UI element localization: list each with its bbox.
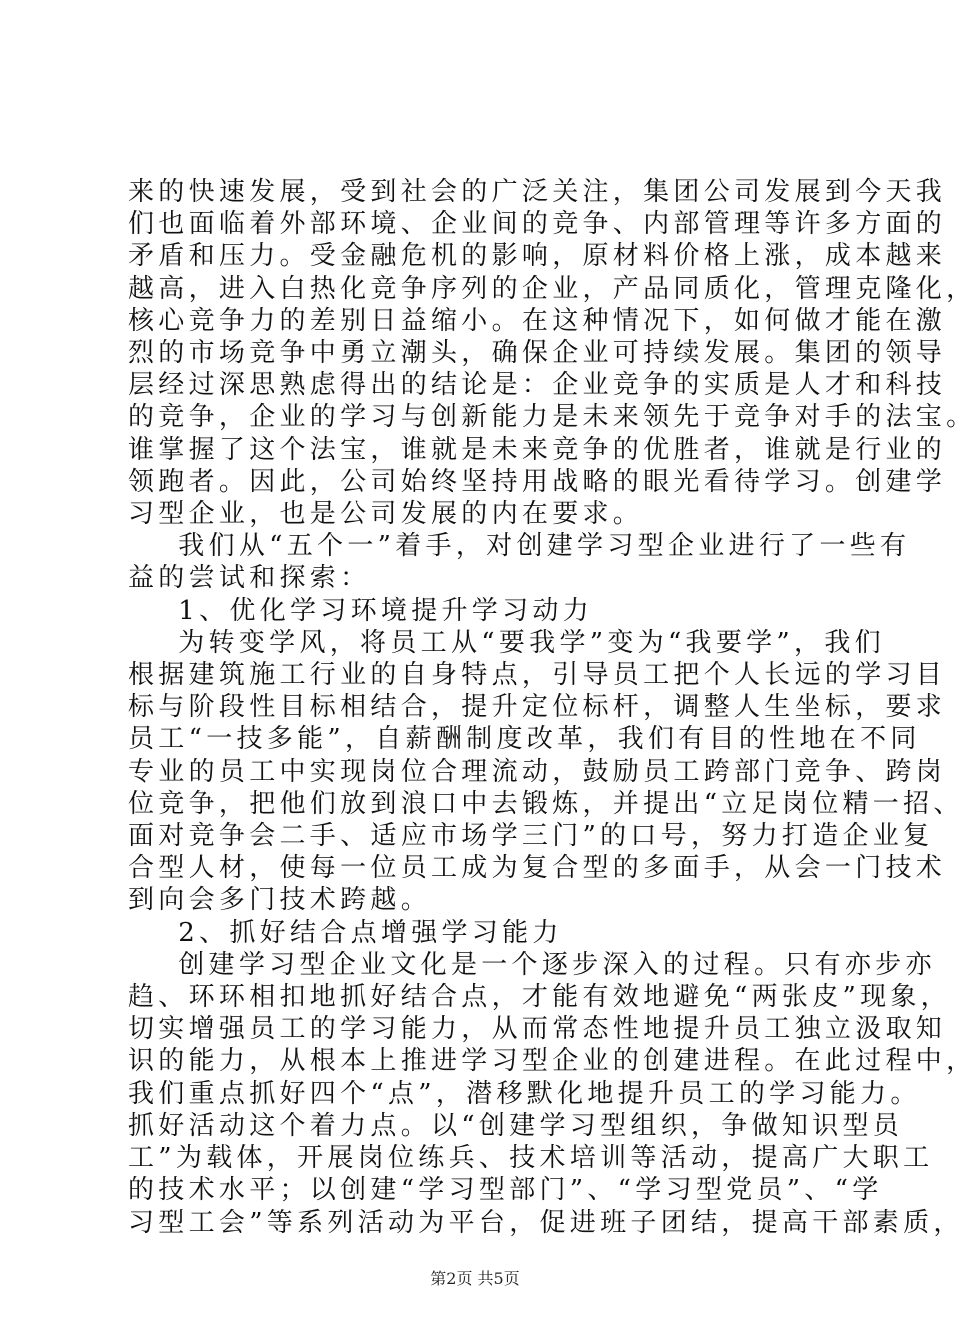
text-line: 切实增强员工的学习能力，从而常态性地提升员工独立汲取知 — [128, 1014, 947, 1045]
text-line: 1、优化学习环境提升学习动力 — [128, 595, 594, 626]
text-line: 根据建筑施工行业的自身特点，引导员工把个人长远的学习目 — [128, 660, 947, 691]
text-line: 矛盾和压力。受金融危机的影响，原材料价格上涨，成本越来 — [128, 241, 947, 272]
text-line: 到向会多门技术跨越。 — [128, 885, 432, 916]
text-line: 习型工会”等系列活动为平台，促进班子团结，提高干部素质， — [128, 1207, 964, 1238]
text-line: 面对竞争会二手、适应市场学三门”的口号，努力打造企业复 — [128, 821, 934, 852]
text-line: 层经过深思熟虑得出的结论是：企业竞争的实质是人才和科技 — [128, 370, 947, 401]
text-line: 员工“一技多能”，自薪酬制度改革，我们有目的性地在不同 — [128, 724, 921, 755]
page-footer: 第2页 共5页 — [430, 1269, 520, 1288]
text-line: 2、抓好结合点增强学习能力 — [128, 917, 563, 948]
text-line: 们也面临着外部环境、企业间的竞争、内部管理等许多方面的 — [128, 209, 947, 240]
text-line: 合型人材，使每一位员工成为复合型的多面手，从会一门技术 — [128, 853, 947, 884]
text-line: 工”为载体，开展岗位练兵、技术培训等活动，提高广大职工 — [128, 1143, 934, 1174]
text-line: 来的快速发展，受到社会的广泛关注，集团公司发展到今天我 — [128, 177, 947, 207]
body-text — [128, 176, 976, 1239]
text-line: 标与阶段性目标相结合，提升定位标杆，调整人生坐标，要求 — [128, 692, 947, 723]
text-line: 位竞争，把他们放到浪口中去锻炼，并提出“立足岗位精一招、 — [128, 788, 964, 819]
text-line: 我们重点抓好四个“点”，潜移默化地提升员工的学习能力。 — [128, 1078, 921, 1109]
text-line: 烈的市场竞争中勇立潮头，确保企业可持续发展。集团的领导 — [128, 338, 947, 369]
text-line: 习型企业，也是公司发展的内在要求。 — [128, 499, 644, 530]
text-line: 核心竞争力的差别日益缩小。在这种情况下，如何做才能在激 — [128, 305, 947, 336]
text-line: 的竞争，企业的学习与创新能力是未来领先于竞争对手的法宝。 — [128, 402, 976, 433]
text-line: 创建学习型企业文化是一个逐步深入的过程。只有亦步亦 — [128, 949, 936, 980]
text-line: 益的尝试和探索： — [128, 563, 371, 594]
text-line: 识的能力，从根本上推进学习型企业的创建进程。在此过程中， — [128, 1046, 976, 1077]
text-line: 专业的员工中实现岗位合理流动，鼓励员工跨部门竞争、跨岗 — [128, 756, 947, 787]
text-line: 的技术水平；以创建“学习型部门”、“学习型党员”、“学 — [128, 1175, 883, 1206]
text-line: 领跑者。因此，公司始终坚持用战略的眼光看待学习。创建学 — [128, 466, 947, 497]
text-line: 为转变学风，将员工从“要我学”变为“我要学”，我们 — [128, 627, 885, 658]
text-line: 趋、环环相扣地抓好结合点，才能有效地避免“两张皮”现象， — [128, 982, 951, 1013]
text-line: 我们从“五个一”着手，对创建学习型企业进行了一些有 — [128, 531, 911, 562]
text-line: 谁掌握了这个法宝，谁就是未来竞争的优胜者，谁就是行业的 — [128, 434, 947, 465]
text-line: 越高，进入白热化竞争序列的企业，产品同质化，管理克隆化， — [128, 273, 976, 304]
text-line: 抓好活动这个着力点。以“创建学习型组织，争做知识型员 — [128, 1110, 904, 1141]
